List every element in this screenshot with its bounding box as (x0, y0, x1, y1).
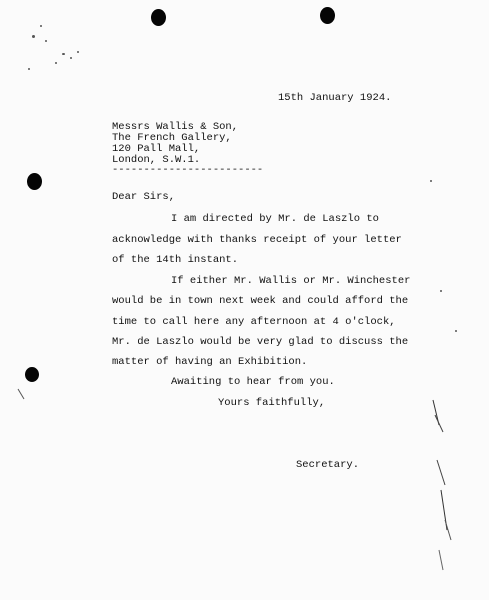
letter-date: 15th January 1924. (278, 92, 392, 104)
body-line: of the 14th instant. (112, 254, 239, 266)
edge-scratch-marks (425, 370, 455, 590)
scan-speck (45, 40, 47, 42)
left-edge-scratch (16, 385, 28, 405)
body-line: I am directed by Mr. de Laszlo to (171, 213, 379, 225)
punch-hole-top-right (320, 7, 335, 24)
punch-hole-left-lower (25, 367, 39, 382)
body-line: matter of having an Exhibition. (112, 356, 308, 368)
scan-speck (40, 25, 42, 27)
recipient-line-4: London, S.W.1. (112, 154, 201, 166)
scan-speck (55, 62, 57, 64)
body-line: Mr. de Laszlo would be very glad to discuss the (112, 336, 409, 348)
body-line: Awaiting to hear from you. (171, 376, 335, 388)
salutation: Dear Sirs, (112, 191, 176, 203)
punch-hole-left-upper (27, 173, 42, 190)
scan-speck (440, 290, 442, 292)
recipient-underline: ------------------------ (112, 164, 264, 176)
scan-speck (430, 180, 432, 182)
scan-speck (32, 35, 35, 38)
recipient-line-1: Messrs Wallis & Son, (112, 121, 239, 133)
recipient-line-2: The French Gallery, (112, 132, 232, 144)
body-line: acknowledge with thanks receipt of your letter (112, 234, 402, 246)
scan-speck (77, 51, 79, 53)
recipient-line-3: 120 Pall Mall, (112, 143, 201, 155)
scan-speck (28, 68, 30, 70)
body-line: If either Mr. Wallis or Mr. Winchester (171, 275, 411, 287)
signature-title: Secretary. (296, 459, 360, 471)
scan-speck (455, 330, 457, 332)
body-line: time to call here any afternoon at 4 o'clock, (112, 316, 396, 328)
punch-hole-top-left (151, 9, 166, 26)
body-line: would be in town next week and could afford the (112, 295, 409, 307)
scan-speck (62, 53, 65, 55)
scan-speck (70, 57, 72, 59)
closing: Yours faithfully, (218, 397, 326, 409)
